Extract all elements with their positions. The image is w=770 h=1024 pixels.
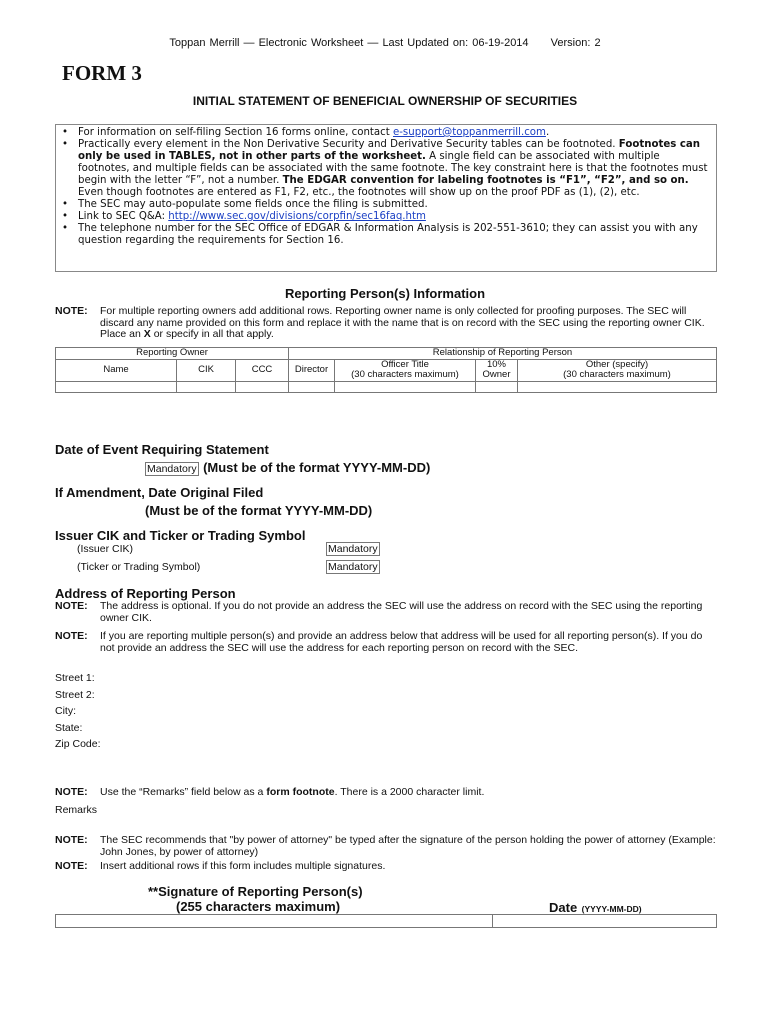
header-updated: Last Updated on: 06-19-2014 — [382, 37, 529, 49]
reporting-owner-table — [55, 347, 717, 393]
address-note-2: NOTE: If you are reporting multiple person(s) and provide an address below that address will be used for all reporting person(s). If you do not provide an address the SEC will use the address for each reporting person on record with the SEC. — [55, 630, 703, 654]
header-version: Version: 2 — [550, 37, 601, 49]
instruction-item: • Practically every element in the Non Derivative Security and Derivative Security tables can be footnoted. Footnotes can only be used in TABLES, not in other parts of the worksheet. A single field can be associated with multiple footnotes, and multiple fields can be associated with the same footnote. The key constraint here is that the footnotes must begin with the letter “F”, not a number. The EDGAR convention for labeling footnotes is “F1”, “F2”, and so on. Even though footnotes are entered as F1, F2, etc., the footnotes will show up on the proof PDF as (1), (2), etc. — [64, 139, 710, 199]
date-heading: Date (YYYY-MM-DD) — [549, 900, 642, 915]
event-date-heading: Date of Event Requiring Statement — [55, 442, 269, 457]
street2-label: Street 2: — [55, 689, 95, 701]
cell-cik-input[interactable] — [177, 381, 236, 392]
support-email-link[interactable]: e-support@toppanmerrill.com — [392, 127, 546, 138]
signature-input[interactable] — [56, 915, 493, 928]
signature-note-2: NOTE: Insert additional rows if this form includes multiple signatures. — [55, 860, 386, 872]
instruction-item: • The telephone number for the SEC Office of EDGAR & Information Analysis is 202-551-3610; they can assist you with any question regarding the requirements for Section 16. — [64, 223, 710, 247]
sec-faq-link[interactable]: http://www.sec.gov/divisions/corpfin/sec16faq.htm — [168, 211, 426, 222]
cell-director-input[interactable] — [289, 381, 335, 392]
col-name: Name — [56, 359, 177, 381]
header-title: Toppan Merrill — Electronic Worksheet — [169, 37, 364, 49]
event-date-format: (Must be of the format YYYY-MM-DD) — [203, 460, 431, 475]
remarks-label: Remarks — [55, 804, 98, 816]
instruction-item: • Link to SEC Q&A: http://www.sec.gov/divisions/corpfin/sec16faq.htm — [64, 211, 710, 223]
worksheet-header — [0, 37, 770, 49]
street1-label: Street 1: — [55, 672, 95, 684]
col-officer-title: Officer Title (30 characters maximum) — [335, 359, 476, 381]
group-reporting-owner: Reporting Owner — [56, 348, 289, 360]
city-label: City: — [55, 705, 76, 717]
col-ccc: CCC — [236, 359, 289, 381]
signature-note-1: NOTE: The SEC recommends that "by power of attorney" be typed after the signature of the person holding the power of attorney (Example: John Jones, by power of attorney) — [55, 834, 716, 858]
issuer-cik-field[interactable]: Mandatory — [328, 543, 378, 555]
signature-heading: **Signature of Reporting Person(s) — [148, 884, 363, 899]
table-row — [56, 381, 717, 392]
amendment-row — [145, 502, 372, 520]
ticker-label: (Ticker or Trading Symbol) — [77, 561, 201, 573]
issuer-heading: Issuer CIK and Ticker or Trading Symbol — [55, 528, 306, 543]
address-note-1: NOTE: The address is optional. If you do not provide an address the SEC will use the address on record with the SEC using the reporting owner CIK. — [55, 600, 703, 624]
amendment-heading: If Amendment, Date Original Filed — [55, 485, 264, 500]
instruction-item: • For information on self-filing Section 16 forms online, contact e-support@toppanmerrill.com. — [64, 127, 710, 139]
ticker-field[interactable]: Mandatory — [328, 561, 378, 573]
cell-ccc-input[interactable] — [236, 381, 289, 392]
group-relationship: Relationship of Reporting Person — [289, 348, 717, 360]
form-subtitle: INITIAL STATEMENT OF BENEFICIAL OWNERSHIP OF SECURITIES — [192, 94, 578, 108]
table-row — [56, 915, 717, 928]
amendment-date-format: (Must be of the format YYYY-MM-DD) — [145, 503, 373, 518]
zip-label: Zip Code: — [55, 738, 101, 750]
reporting-heading: Reporting Person(s) Information — [284, 286, 486, 301]
instruction-item: • The SEC may auto-populate some fields once the filing is submitted. — [64, 199, 710, 211]
state-label: State: — [55, 722, 83, 734]
reporting-note: NOTE: For multiple reporting owners add additional rows. Reporting owner name is only collected for proofing purposes. The SEC will discard any name provided on this form and replace it with the name that is on record with the SEC using the reporting owner CIK. Place an X or specify in all that apply. — [55, 305, 705, 340]
cell-ten-percent-input[interactable] — [476, 381, 518, 392]
col-ten-percent-owner: 10% Owner — [476, 359, 518, 381]
signature-date-input[interactable] — [493, 915, 717, 928]
form-title: FORM 3 — [62, 61, 142, 85]
col-cik: CIK — [177, 359, 236, 381]
signature-char-limit: (255 characters maximum) — [176, 899, 341, 914]
cell-other-input[interactable] — [518, 381, 717, 392]
event-date-row — [145, 459, 430, 477]
issuer-cik-label: (Issuer CIK) — [77, 543, 134, 555]
header-dash: — — [367, 37, 379, 49]
cell-officer-input[interactable] — [335, 381, 476, 392]
col-director: Director — [289, 359, 335, 381]
col-other: Other (specify) (30 characters maximum) — [518, 359, 717, 381]
cell-name-input[interactable] — [56, 381, 177, 392]
address-heading: Address of Reporting Person — [55, 586, 236, 601]
event-date-field[interactable]: Mandatory — [147, 463, 197, 475]
signature-table — [55, 914, 717, 928]
remarks-note: NOTE: Use the “Remarks” field below as a form footnote. There is a 2000 character limit. — [55, 786, 485, 798]
instructions-box — [55, 124, 717, 272]
